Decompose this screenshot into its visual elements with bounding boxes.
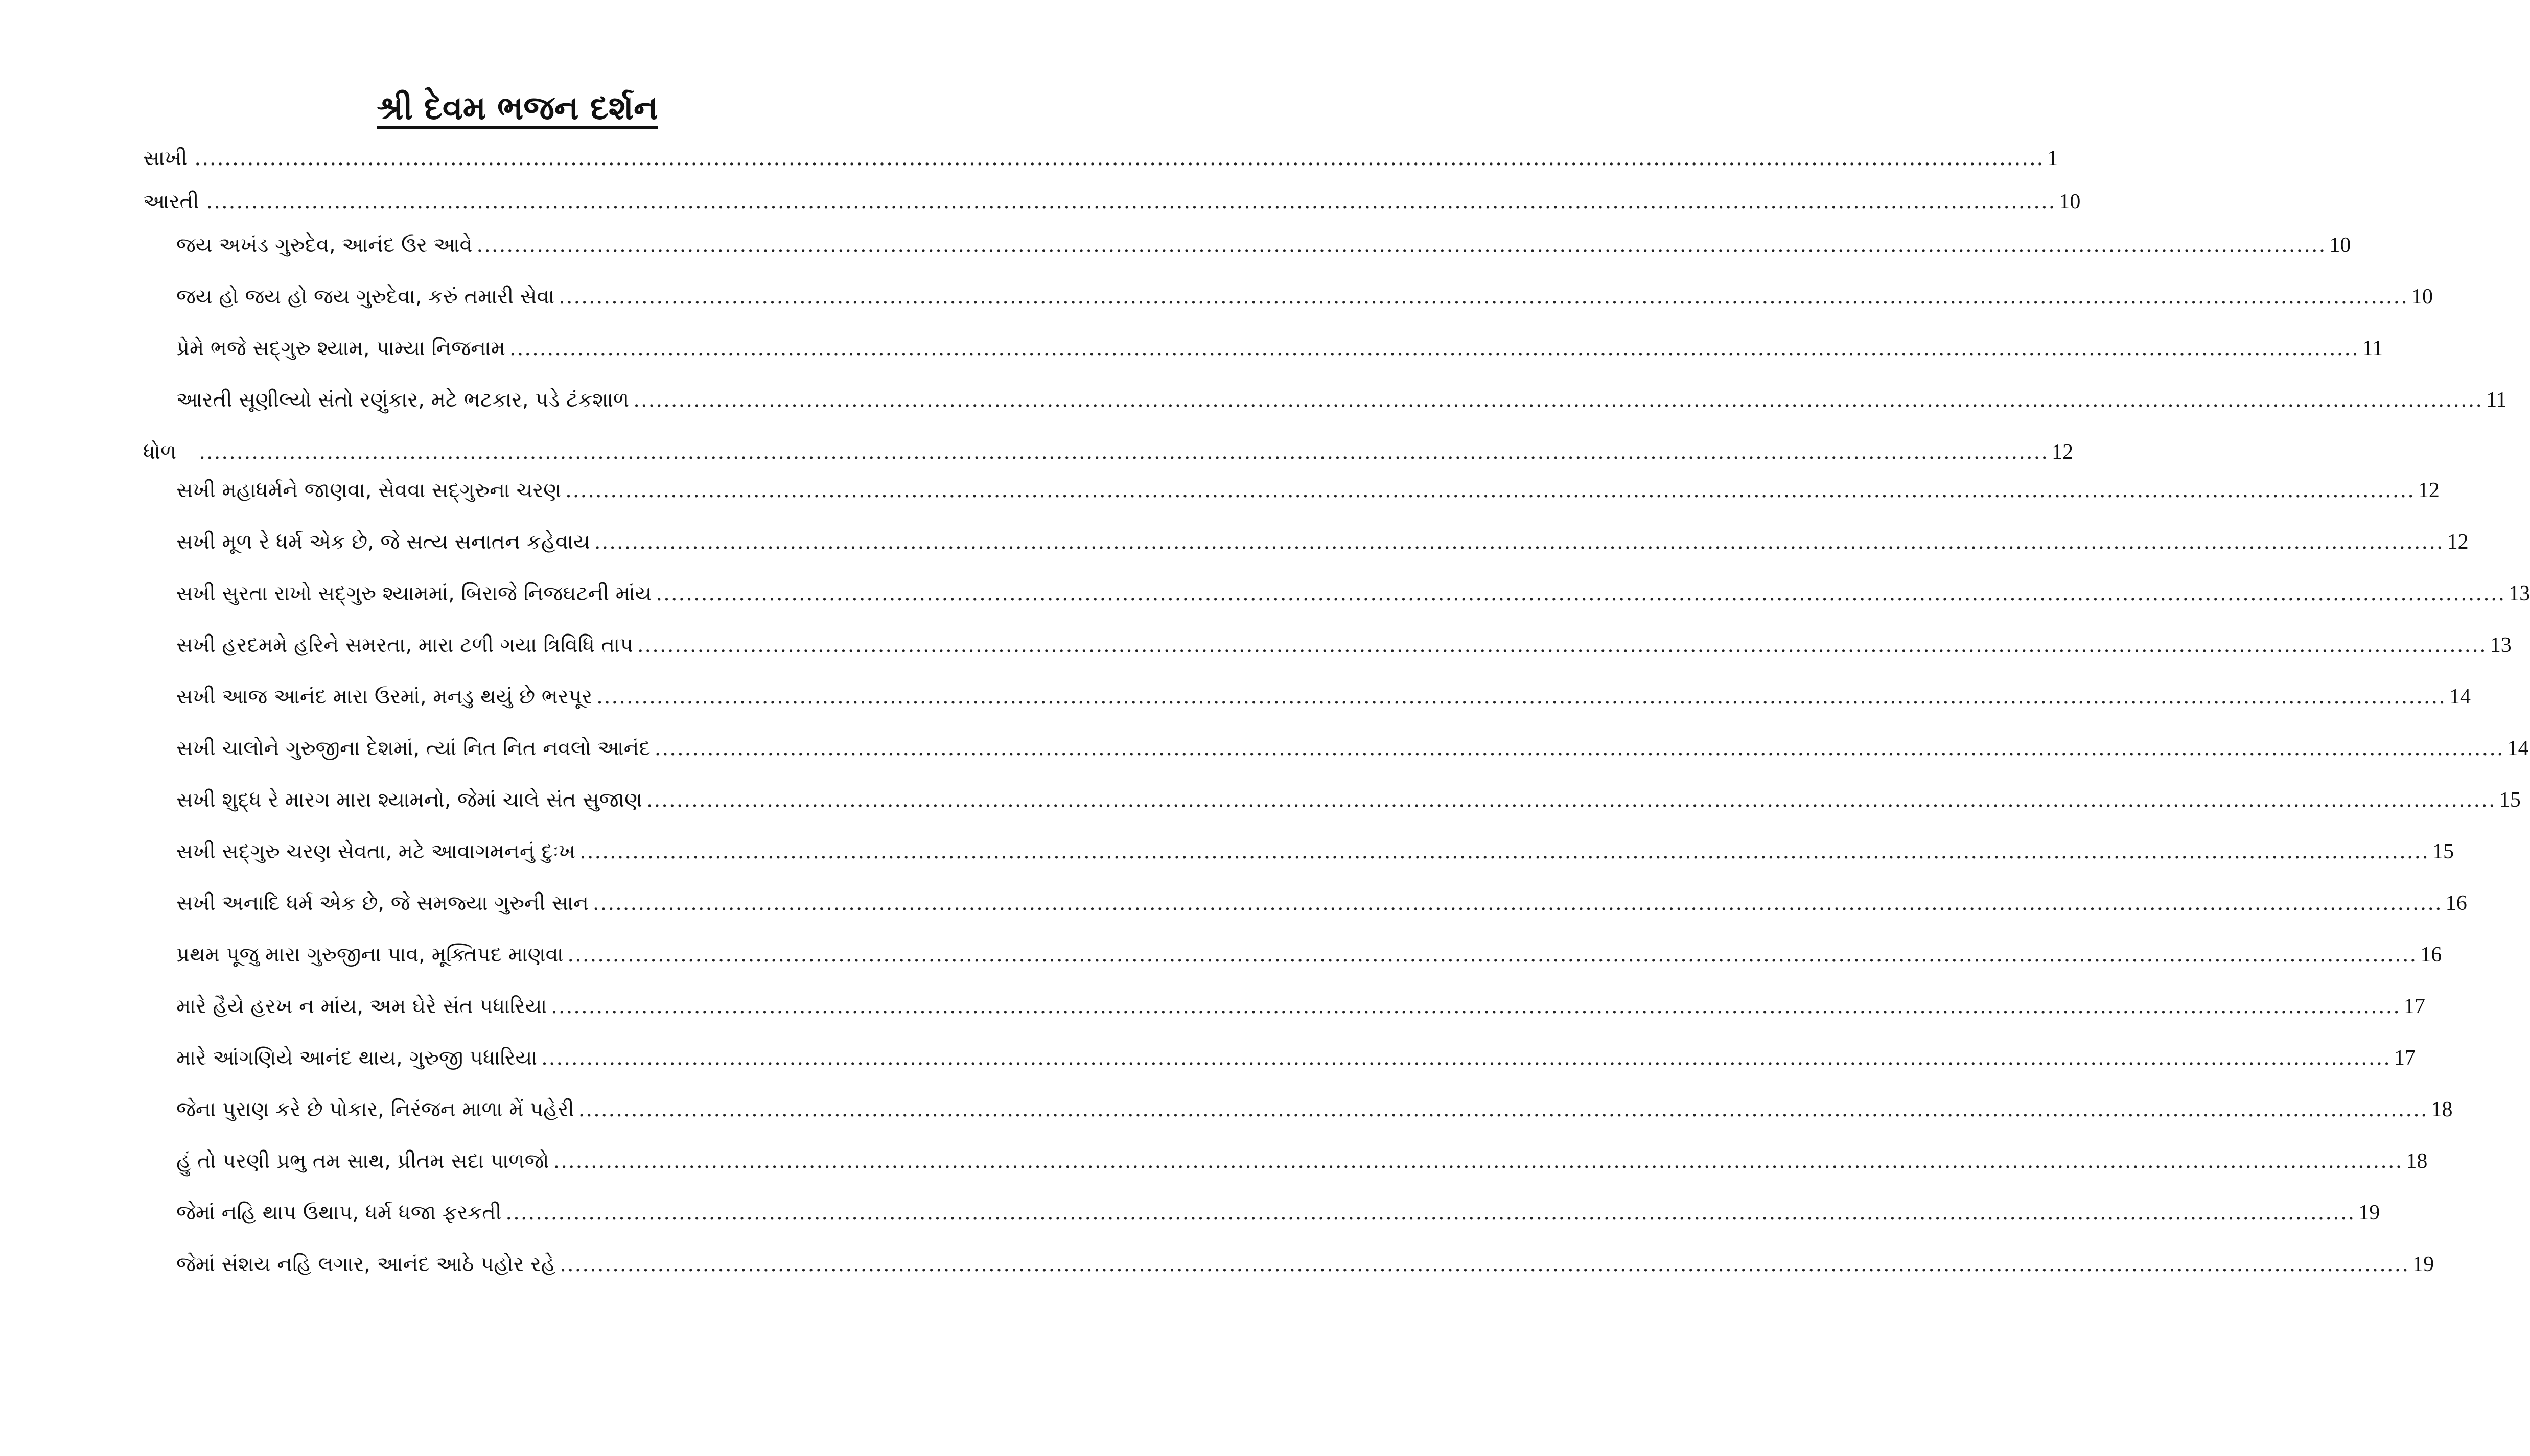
toc-entry[interactable] — [176, 230, 2351, 261]
page-title: શ્રી દેવમ ભજન દર્શન — [377, 89, 658, 127]
dot-leader: ...................................................................................................................................................................................................................................................... — [541, 1046, 2391, 1070]
toc-entry[interactable] — [176, 385, 2507, 415]
toc-entry-label: સખી હરદમમે હરિને સમરતા, મારા ટળી ગયા ત્રિવિધિ તાપ — [176, 633, 633, 657]
toc-page-number: 11 — [2486, 388, 2507, 412]
dot-leader: ...................................................................................................................................................................................................................................................... — [637, 633, 2487, 657]
dot-leader: ...................................................................................................................................................................................................................................................... — [594, 530, 2444, 554]
toc-entry-label: મારે હૈયે હરખ ન માંય, અમ ઘેરે સંત પધારિયા — [176, 995, 547, 1018]
toc-page-number: 18 — [2431, 1098, 2453, 1121]
toc-page-number: 16 — [2445, 891, 2467, 915]
toc-section-label: સાખી — [143, 147, 188, 170]
toc-page-number: 1 — [2047, 147, 2058, 170]
toc-entry-label: સખી ચાલોને ગુરુજીના દેશમાં, ત્યાં નિત નિત નવલો આનંદ — [176, 737, 651, 760]
toc-entry[interactable] — [176, 1043, 2416, 1073]
toc-page-number: 11 — [2362, 337, 2383, 360]
toc-page-number: 16 — [2420, 943, 2442, 967]
dot-leader: ...................................................................................................................................................................................................................................................... — [656, 582, 2506, 605]
toc-section-label: આરતી — [143, 190, 199, 214]
toc-page-number: 12 — [2052, 440, 2074, 464]
toc-entry-label: જેમાં સંશય નહિ લગાર, આનંદ આઠે પહોર રહે — [176, 1253, 556, 1276]
toc-entry[interactable] — [176, 836, 2454, 867]
dot-leader: ...................................................................................................................................................................................................................................................... — [567, 943, 2418, 967]
toc-entry-label: પ્રથમ પૂજુ મારા ગુરુજીના પાવ, મૂક્તિપદ માણવા — [176, 943, 564, 967]
dot-leader: ...................................................................................................................................................................................................................................................... — [505, 1201, 2356, 1225]
toc-entry-label: આરતી સૂણીલ્યો સંતો રણુંકાર, મટે ભટકાર, પડે ટંકશાળ — [176, 388, 630, 412]
dot-leader: ...................................................................................................................................................................................................................................................... — [633, 388, 2483, 412]
dot-leader: ...................................................................................................................................................................................................................................................... — [476, 233, 2327, 257]
toc-entry[interactable] — [176, 475, 2440, 506]
toc-entry[interactable] — [176, 630, 2512, 661]
dot-leader: ...................................................................................................................................................................................................................................................... — [199, 440, 2049, 464]
toc-page-number: 14 — [2449, 685, 2471, 709]
toc-page-number: 10 — [2411, 285, 2433, 309]
toc-entry-label: સખી આજ આનંદ મારા ઉરમાં, મનડુ થયું છે ભરપૂર — [176, 685, 593, 709]
toc-section-aarti[interactable] — [143, 186, 2081, 217]
toc-page-number: 19 — [2358, 1201, 2380, 1225]
toc-entry[interactable] — [176, 281, 2433, 312]
dot-leader: ...................................................................................................................................................................................................................................................... — [579, 840, 2429, 863]
dot-leader: ...................................................................................................................................................................................................................................................... — [592, 891, 2443, 915]
toc-entry[interactable] — [176, 940, 2442, 970]
toc-entry[interactable] — [176, 578, 2530, 609]
toc-page-number: 10 — [2329, 233, 2351, 257]
toc-entry[interactable] — [176, 1146, 2428, 1177]
toc-section-label: ધોળ — [143, 440, 177, 464]
toc-page-number: 17 — [2404, 995, 2426, 1018]
dot-leader: ...................................................................................................................................................................................................................................................... — [509, 337, 2359, 360]
toc-entry[interactable] — [176, 888, 2467, 919]
toc-page-number: 15 — [2432, 840, 2454, 863]
toc-section-sakhi[interactable] — [143, 143, 2058, 174]
toc-entry[interactable] — [176, 682, 2471, 712]
toc-entry-label: પ્રેમે ભજે સદ્‌ગુરુ શ્યામ, પામ્યા નિજનામ — [176, 337, 505, 360]
toc-entry[interactable] — [176, 527, 2469, 557]
toc-entry[interactable] — [176, 785, 2521, 815]
dot-leader: ...................................................................................................................................................................................................................................................... — [654, 737, 2504, 760]
toc-entry[interactable] — [176, 1094, 2453, 1125]
dot-leader: ...................................................................................................................................................................................................................................................... — [578, 1098, 2428, 1121]
dot-leader: ...................................................................................................................................................................................................................................................... — [551, 995, 2401, 1018]
toc-entry-label: મારે આંગણિયે આનંદ થાય, ગુરુજી પધારિયા — [176, 1046, 538, 1070]
toc-page-number: 13 — [2490, 633, 2512, 657]
dot-leader: ...................................................................................................................................................................................................................................................... — [596, 685, 2446, 709]
dot-leader: ...................................................................................................................................................................................................................................................... — [194, 147, 2045, 170]
toc-page-number: 13 — [2509, 582, 2530, 605]
toc-page-number: 15 — [2499, 788, 2521, 812]
toc-page-number: 19 — [2412, 1253, 2434, 1276]
toc-entry-label: સખી સદ્‌ગુરુ ચરણ સેવતા, મટે આવાગમનનું દુઃખ — [176, 840, 576, 863]
toc-page-number: 12 — [2447, 530, 2469, 554]
toc-entry-label: સખી સુરતા રાખો સદ્‌ગુરુ શ્યામમાં, બિરાજે નિજઘટની માંય — [176, 582, 652, 605]
toc-entry-label: સખી અનાદિ ધર્મ એક છે, જે સમજ્યા ગુરુની સાન — [176, 891, 589, 915]
toc-section-dhol[interactable] — [143, 437, 2074, 467]
toc-page-number: 18 — [2406, 1149, 2428, 1173]
toc-page-number: 17 — [2394, 1046, 2416, 1070]
toc-entry[interactable] — [176, 991, 2426, 1022]
dot-leader: ...................................................................................................................................................................................................................................................... — [553, 1149, 2403, 1173]
toc-entry[interactable] — [176, 1249, 2434, 1280]
toc-entry-label: જેના પુરાણ કરે છે પોકાર, નિરંજન માળા મેં પહેરી — [176, 1098, 574, 1121]
toc-entry-label: જય અખંડ ગુરુદેવ, આનંદ ઉર આવે — [176, 233, 473, 257]
toc-entry-label: જય હો જય હો જય ગુરુદેવા, કરું તમારી સેવા — [176, 285, 555, 309]
toc-page-number: 10 — [2059, 190, 2081, 214]
toc-entry[interactable] — [176, 1197, 2380, 1228]
toc-entry-label: સખી શુદ્ધ રે મારગ મારા શ્યામનો, જેમાં ચાલે સંત સુજાણ — [176, 788, 642, 812]
toc-entry-label: હું તો પરણી પ્રભુ તમ સાથ, પ્રીતમ સદા પાળજો — [176, 1149, 549, 1173]
toc-page-number: 12 — [2418, 479, 2440, 502]
toc-entry[interactable] — [176, 333, 2383, 364]
dot-leader: ...................................................................................................................................................................................................................................................... — [559, 285, 2408, 309]
dot-leader: ...................................................................................................................................................................................................................................................... — [646, 788, 2496, 812]
toc-entry-label: સખી મહાધર્મને જાણવા, સેવવા સદ્‌ગુરુના ચરણ — [176, 479, 562, 502]
toc-entry-label: જેમાં નહિ થાપ ઉથાપ, ધર્મ ધજા ફરકતી — [176, 1201, 502, 1225]
toc-page-number: 14 — [2507, 737, 2529, 760]
dot-leader: ...................................................................................................................................................................................................................................................... — [206, 190, 2056, 214]
toc-entry[interactable] — [176, 733, 2529, 764]
toc-entry-label: સખી મૂળ રે ધર્મ એક છે, જે સત્ય સનાતન કહેવાય — [176, 530, 590, 554]
dot-leader: ...................................................................................................................................................................................................................................................... — [560, 1253, 2410, 1276]
dot-leader: ...................................................................................................................................................................................................................................................... — [565, 479, 2415, 502]
